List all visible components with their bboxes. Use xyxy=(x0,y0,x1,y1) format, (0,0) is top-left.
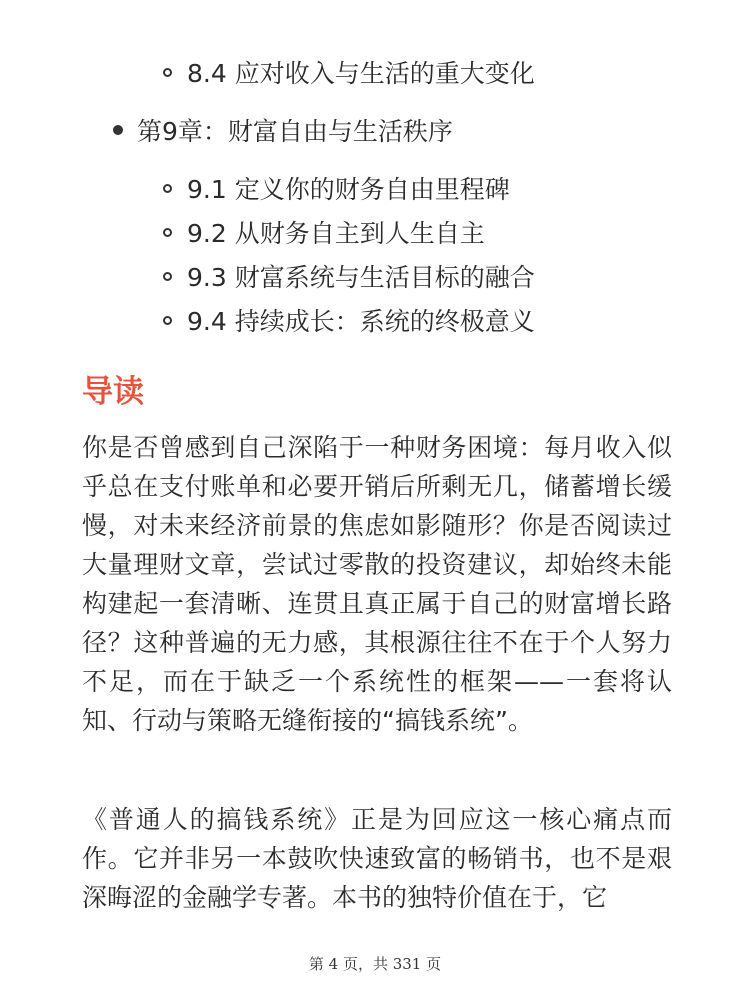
toc-item-9-4[interactable] xyxy=(163,302,535,338)
toc-item-8-4[interactable] xyxy=(163,54,535,90)
toc-item-9-1[interactable] xyxy=(163,170,510,206)
body-paragraph: 你是否曾感到自己深陷于一种财务困境：每月收入似乎总在支付账单和必要开销后所剩无几，储蓄增长缓慢，对未来经济前景的焦虑如影随形？你是否阅读过大量理财文章，尝试过零散的投资建议，却始终未能构建起一套清晰、连贯且真正属于自己的财富增长路径？这种普遍的无力感，其根源往往不在于个人努力不足，而在于缺乏一个系统性的框架——一套将认知、行动与策略无缝衔接的“搞钱系统”。 xyxy=(82,433,672,735)
body-paragraph: 《普通人的搞钱系统》正是为回应这一核心痛点而作。它并非另一本鼓吹快速致富的畅销书，也不是艰深晦涩的金融学专著。本书的独特价值在于，它 xyxy=(82,805,672,912)
section-heading: 导读 xyxy=(82,374,144,410)
hollow-bullet-icon xyxy=(163,228,172,237)
toc-item-chapter-9[interactable] xyxy=(113,112,453,148)
toc-item-label: 第9章：财富自由与生活秩序 xyxy=(137,117,453,146)
page-number: 第 4 页，共 331 页 xyxy=(308,955,442,973)
toc-item-label: 9.1 定义你的财务自由里程碑 xyxy=(187,175,510,204)
toc-item-label: 9.4 持续成长：系统的终极意义 xyxy=(187,307,535,336)
toc-item-label: 9.2 从财务自主到人生自主 xyxy=(187,219,485,248)
hollow-bullet-icon xyxy=(163,272,172,281)
filled-bullet-icon xyxy=(113,125,123,135)
toc-item-9-3[interactable] xyxy=(163,258,535,294)
hollow-bullet-icon xyxy=(163,316,172,325)
toc-item-label: 9.3 财富系统与生活目标的融合 xyxy=(187,263,535,292)
toc-item-label: 8.4 应对收入与生活的重大变化 xyxy=(187,59,535,88)
toc-item-9-2[interactable] xyxy=(163,214,485,250)
hollow-bullet-icon xyxy=(163,184,172,193)
hollow-bullet-icon xyxy=(163,68,172,77)
